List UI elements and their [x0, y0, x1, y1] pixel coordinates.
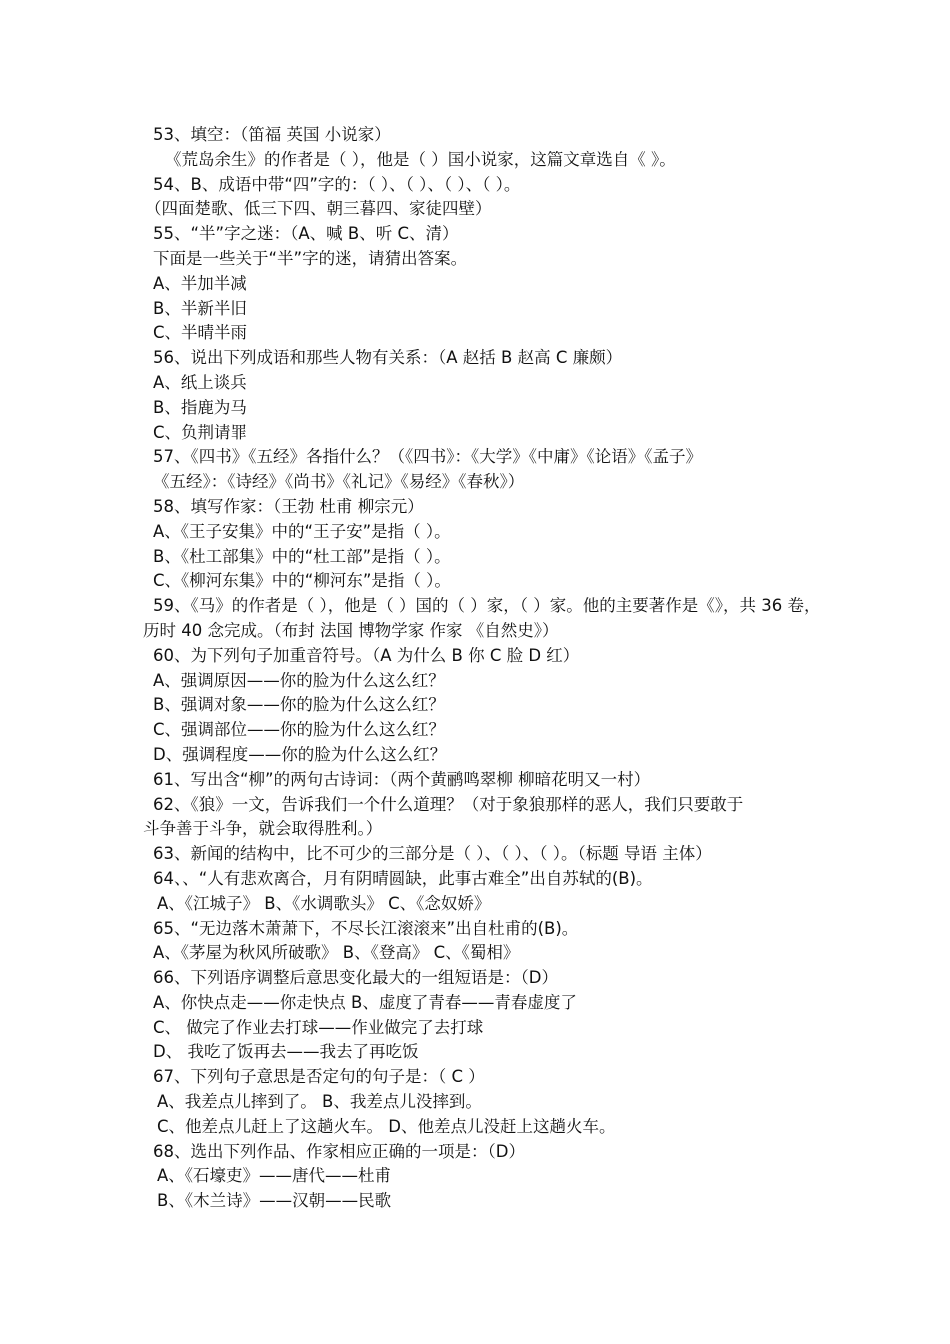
text-line: 60、为下列句子加重音符号。（A 为什么 B 你 C 脸 D 红）: [153, 645, 580, 665]
text-line: （四面楚歌、低三下四、朝三暮四、家徒四壁）: [145, 199, 492, 219]
text-line: B、半新半旧: [153, 298, 247, 318]
text-line: C、 做完了作业去打球——作业做完了去打球: [153, 1017, 484, 1037]
text-line: A、《茅屋为秋风所破歌》 B、《登高》 C、《蜀相》: [153, 943, 520, 963]
text-line: A、你快点走——你走快点 B、虚度了青春——青春虚度了: [153, 992, 577, 1012]
text-line: 63、新闻的结构中，比不可少的三部分是（ ）、（ ）、（ ）。（标题 导语 主体）: [153, 844, 712, 864]
text-line: 历时 40 念完成。（布封 法国 博物学家 作家 《自然史》）: [143, 620, 559, 640]
text-line: 59、《马》的作者是（ ），他是（ ）国的（ ）家，（ ）家。他的主要著作是《》，共 36 卷，: [153, 596, 821, 616]
text-line: A、《王子安集》中的“王子安”是指（ ）。: [153, 521, 451, 541]
text-line: 66、下列语序调整后意思变化最大的一组短语是：（D）: [153, 968, 558, 988]
text-line: C、半晴半雨: [153, 323, 248, 343]
text-line: C、他差点儿赶上了这趟火车。 D、他差点儿没赶上这趟火车。: [157, 1116, 616, 1136]
text-line: C、强调部位——你的脸为什么这么红？: [153, 720, 446, 740]
text-line: 56、说出下列成语和那些人物有关系：（A 赵括 B 赵高 C 廉颇）: [153, 348, 623, 368]
text-line: 58、填写作家：（王勃 杜甫 柳宗元）: [153, 496, 424, 516]
text-line: 67、下列句子意思是否定句的句子是：（ C ）: [153, 1067, 485, 1087]
text-line: C、《柳河东集》中的“柳河东”是指（ ）。: [153, 571, 451, 591]
text-line: D、强调程度——你的脸为什么这么红？: [153, 744, 447, 764]
text-line: B、指鹿为马: [153, 397, 247, 417]
text-line: D、 我吃了饭再去——我去了再吃饭: [153, 1042, 419, 1062]
text-line: 64、、“人有悲欢离合，月有阴晴圆缺，此事古难全”出自苏轼的(B)。: [153, 868, 653, 888]
text-line: B、《木兰诗》——汉朝——民歌: [157, 1191, 392, 1211]
text-line: 《荒岛余生》的作者是（ ），他是（ ）国小说家，这篇文章选自《 》。: [165, 149, 676, 169]
text-line: A、《江城子》 B、《水调歌头》 C、《念奴娇》: [157, 893, 491, 913]
text-line: B、《杜工部集》中的“杜工部”是指（ ）。: [153, 546, 451, 566]
text-line: C、负荆请罪: [153, 422, 248, 442]
document-body: [143, 123, 823, 1214]
text-line: B、强调对象——你的脸为什么这么红？: [153, 695, 445, 715]
text-line: A、《石壕吏》——唐代——杜甫: [157, 1166, 392, 1186]
text-line: 62、《狼》一文，告诉我们一个什么道理？（对于象狼那样的恶人，我们只要敢于: [153, 794, 744, 814]
text-line: 53、填空：（笛福 英国 小说家）: [153, 125, 391, 144]
text-line: A、我差点儿摔到了。 B、我差点儿没摔到。: [157, 1092, 482, 1112]
text-line: 《五经》：《诗经》《尚书》《礼记》《易经》《春秋》）: [153, 472, 525, 492]
text-line: 55、“半”字之迷：（A、喊 B、听 C、清）: [153, 224, 459, 244]
text-line: A、强调原因——你的脸为什么这么红？: [153, 670, 445, 690]
text-line: 下面是一些关于“半”字的迷，请猜出答案。: [153, 248, 468, 268]
text-line: 65、“无边落木萧萧下，不尽长江滚滚来”出自杜甫的(B)。: [153, 918, 579, 938]
text-line: 57、《四书》《五经》各指什么？（《四书》：《大学》《中庸》《论语》《孟子》: [153, 447, 702, 467]
text-line: A、纸上谈兵: [153, 372, 247, 392]
text-line: 61、写出含“柳”的两句古诗词：（两个黄鹂鸣翠柳 柳暗花明又一村）: [153, 769, 651, 789]
text-line: 54、B、成语中带“四”字的：（ ）、（ ）、（ ）、（ ）。: [153, 174, 521, 194]
text-line: 斗争善于斗争，就会取得胜利。）: [143, 819, 383, 839]
text-line: 68、选出下列作品、作家相应正确的一项是：（D）: [153, 1141, 525, 1161]
text-line: A、半加半减: [153, 273, 247, 293]
